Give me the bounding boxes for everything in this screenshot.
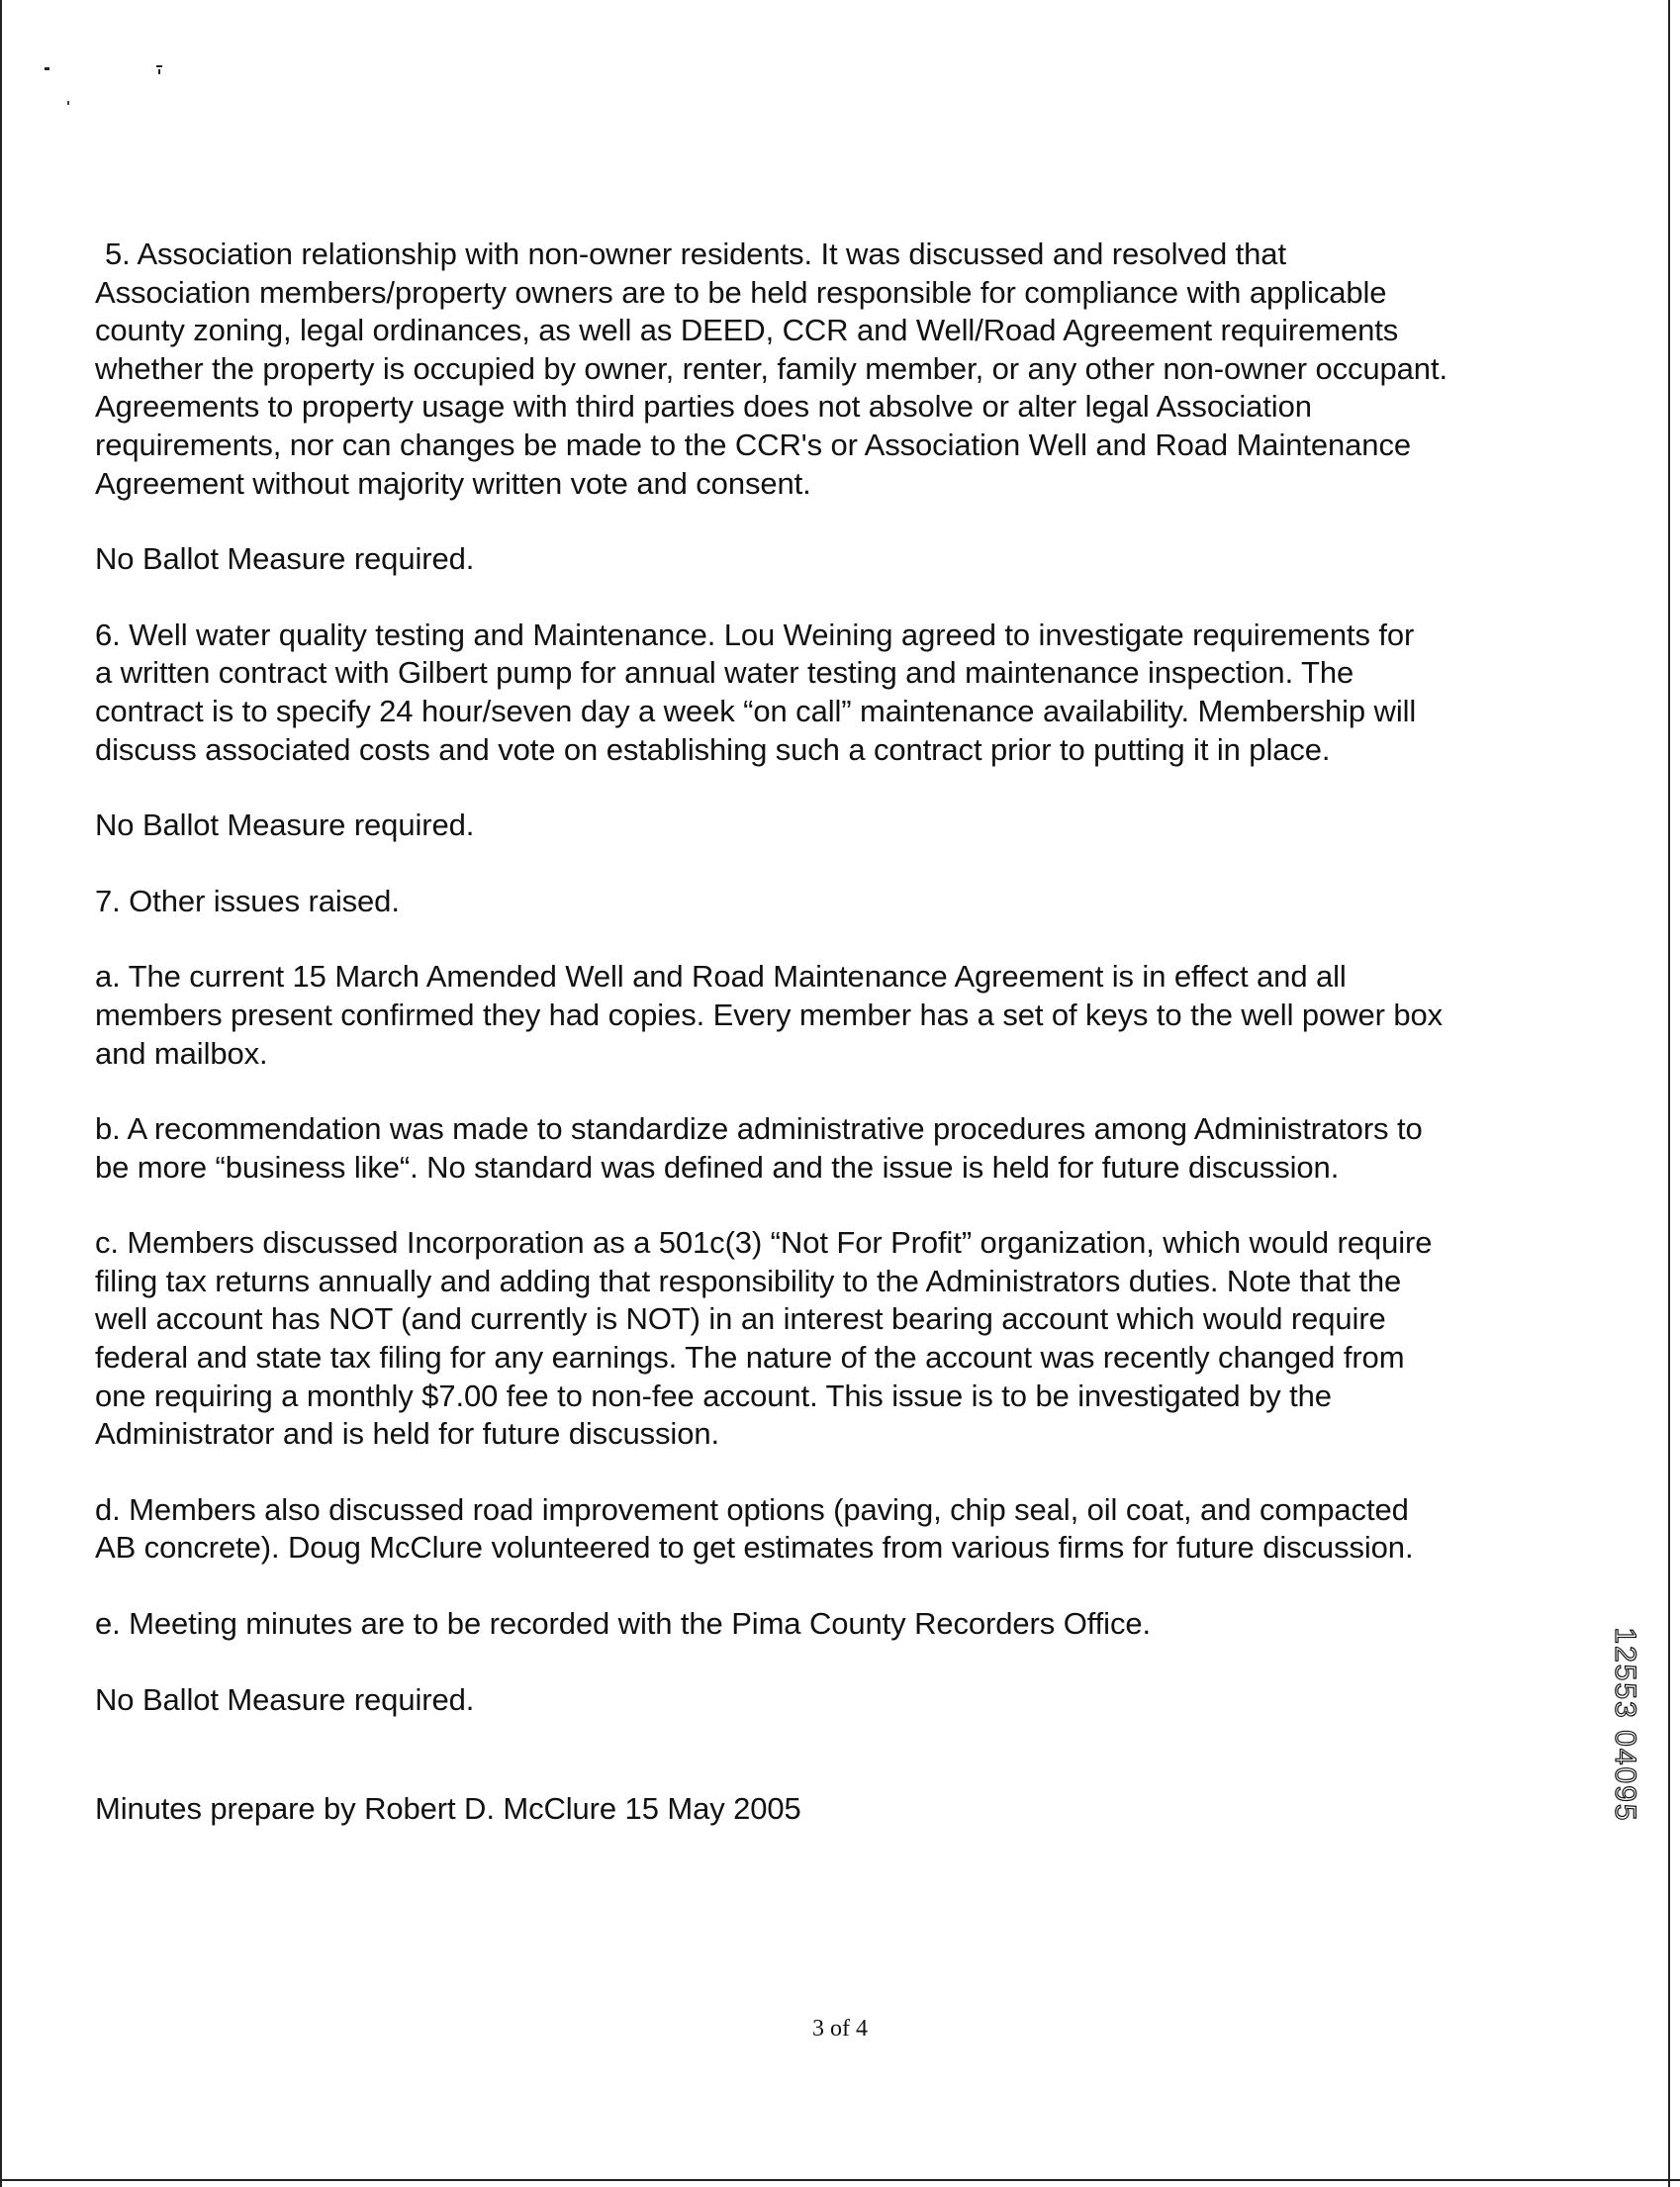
page-border-left xyxy=(0,0,2,2187)
item-7c-incorporation: c. Members discussed Incorporation as a 501c(3) “Not For Profit” organization, which would require filing tax returns annually and adding that responsibility to the Administrators duties. Note that the well account has NOT (and currently is NOT) in an interest bearing account which would require federal and state tax filing for any earnings. The nature of the account was recently changed from one requiring a monthly $7.00 fee to non-fee account. This issue is to be investigated by the Administrator and is held for future discussion. xyxy=(95,1225,1433,1452)
item-7-other-issues-heading: 7. Other issues raised. xyxy=(95,883,400,918)
recording-number-text: 12553 04095 xyxy=(1609,1627,1641,1823)
item-7-ballot-note: No Ballot Measure required. xyxy=(95,1681,475,1717)
recording-number-stamp xyxy=(1605,1591,1644,1858)
page-border-bottom xyxy=(0,2179,1680,2181)
item-7a-maintenance-agreement: a. The current 15 March Amended Well and Road Maintenance Agreement is in effect and all members present confirmed they had copies. Every member has a set of keys to the well power box and mailbox. xyxy=(95,959,1444,1071)
item-7d-road-improvement: d. Members also discussed road improvement options (paving, chip seal, oil coat, and compacted AB concrete). Doug McClure volunteered to get estimates from various firms for future discussion. xyxy=(95,1491,1414,1566)
minutes-body xyxy=(95,236,1579,1866)
item-6-ballot-note: No Ballot Measure required. xyxy=(95,808,475,843)
item-5-association-relationship: 5. Association relationship with non-owner residents. It was discussed and resolved that Association members/property owners are to be held responsible for compliance with applicable county zoning, legal ordinances, as well as DEED, CCR and Well/Road Agreement requirements whether the property is occupied by owner, renter, family member, or any other non-owner occupant. Agreements to property usage with third parties does not absolve or alter legal Association requirements, nor can changes be made to the CCR's or Association Well and Road Maintenance Agreement without majority written vote and consent. xyxy=(95,237,1447,501)
item-7b-administrative-procedures: b. A recommendation was made to standardize administrative procedures among Administrators to be more “business like“. No standard was defined and the issue is held for future discussion. xyxy=(95,1111,1423,1185)
minutes-prepared-by: Minutes prepare by Robert D. McClure 15 May 2005 xyxy=(95,1791,801,1827)
item-6-well-water-testing: 6. Well water quality testing and Maintenance. Lou Weining agreed to investigate requirements for a written contract with Gilbert pump for annual water testing and maintenance inspection. The contract is to specify 24 hour/seven day a week “on call” maintenance availability. Membership will discuss associated costs and vote on establishing such a contract prior to putting it in place. xyxy=(95,617,1417,767)
item-5-ballot-note: No Ballot Measure required. xyxy=(95,541,475,577)
item-7e-meeting-minutes-recording: e. Meeting minutes are to be recorded with the Pima County Recorders Office. xyxy=(95,1606,1152,1642)
scan-specks xyxy=(40,59,178,119)
page-border-right xyxy=(1668,0,1670,2187)
page-number: 3 of 4 xyxy=(812,2016,868,2042)
